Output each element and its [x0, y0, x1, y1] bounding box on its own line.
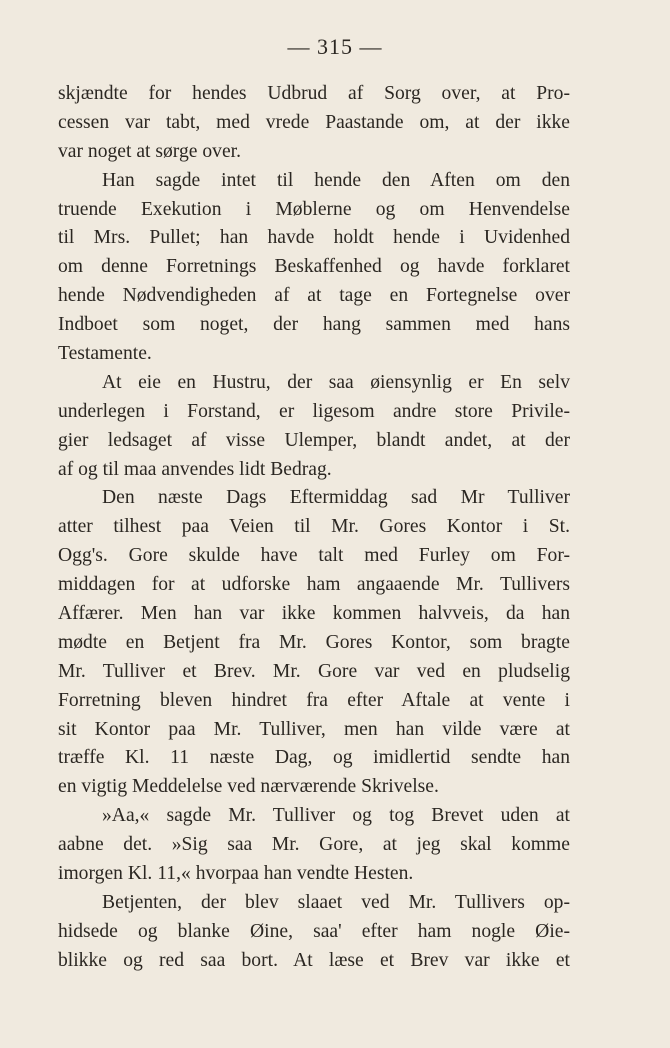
- text-line: blikke og red saa bort. At læse et Brev var ikke et: [58, 949, 570, 971]
- text-line: »Aa,« sagde Mr. Tulliver og tog Brevet uden at: [102, 805, 570, 827]
- text-line: en vigtig Meddelelse ved nærværende Skrivelse.: [58, 776, 439, 798]
- text-line: Indboet som noget, der hang sammen med hans: [58, 314, 570, 336]
- text-line: træffe Kl. 11 næste Dag, og imidlertid sendte han: [58, 747, 570, 769]
- text-line: truende Exekution i Møblerne og om Henvendelse: [58, 198, 570, 220]
- text-line: var noget at sørge over.: [58, 140, 242, 162]
- text-line: af og til maa anvendes lidt Bedrag.: [58, 458, 332, 480]
- text-line: Testamente.: [58, 343, 152, 365]
- text-line: At eie en Hustru, der saa øiensynlig er En selv: [102, 371, 570, 393]
- text-line: gier ledsaget af visse Ulemper, blandt andet, at der: [58, 429, 570, 451]
- text-line: aabne det. »Sig saa Mr. Gore, at jeg skal komme: [58, 834, 570, 856]
- body-text: [58, 80, 570, 976]
- text-line: cessen var tabt, med vrede Paastande om, at der ikke: [58, 111, 570, 133]
- text-line: Betjenten, der blev slaaet ved Mr. Tullivers op-: [102, 891, 570, 913]
- text-line: om denne Forretnings Beskaffenhed og havde forklaret: [58, 256, 570, 278]
- text-line: Ogg's. Gore skulde have talt med Furley om For-: [58, 545, 570, 567]
- text-line: hidsede og blanke Øine, saa' efter ham nogle Øie-: [58, 920, 570, 942]
- text-line: sit Kontor paa Mr. Tulliver, men han vilde være at: [58, 718, 570, 740]
- text-line: hende Nødvendigheden af at tage en Fortegnelse over: [58, 285, 570, 307]
- text-line: atter tilhest paa Veien til Mr. Gores Kontor i St.: [58, 516, 570, 538]
- text-line: Forretning bleven hindret fra efter Aftale at vente i: [58, 689, 570, 711]
- text-line: mødte en Betjent fra Mr. Gores Kontor, som bragte: [58, 631, 570, 653]
- text-line: imorgen Kl. 11,« hvorpaa han vendte Hesten.: [58, 863, 414, 885]
- text-line: skjændte for hendes Udbrud af Sorg over, at Pro-: [58, 83, 570, 104]
- text-line: underlegen i Forstand, er ligesom andre store Privile-: [58, 400, 570, 422]
- text-line: til Mrs. Pullet; han havde holdt hende i Uvidenhed: [58, 227, 570, 249]
- text-line: Den næste Dags Eftermiddag sad Mr Tulliver: [102, 487, 570, 509]
- text-line: Affærer. Men han var ikke kommen halvveis, da han: [58, 603, 570, 625]
- text-line: Mr. Tulliver et Brev. Mr. Gore var ved en pludselig: [58, 660, 570, 682]
- text-line: middagen for at udforske ham angaaende Mr. Tullivers: [58, 574, 570, 596]
- page-number: — 315 —: [287, 34, 383, 59]
- text-line: Han sagde intet til hende den Aften om den: [102, 169, 570, 191]
